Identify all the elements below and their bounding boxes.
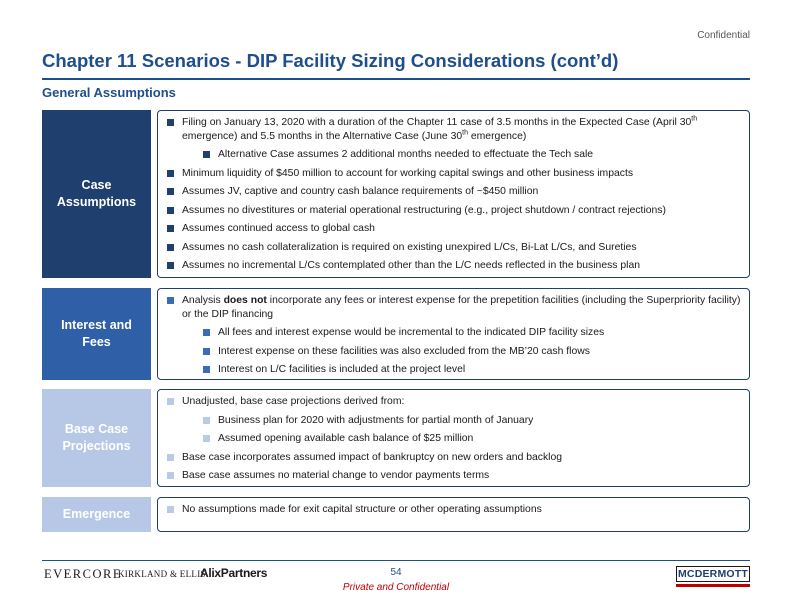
list-item: Interest on L/C facilities is included at the project level <box>202 363 743 377</box>
base-label-line2: Projections <box>62 439 131 453</box>
list-item: Assumes JV, captive and country cash balance requirements of ~$450 million <box>166 185 743 199</box>
square-bullet-icon <box>167 398 174 405</box>
emergence-label-text: Emergence <box>62 507 131 522</box>
list-item: Business plan for 2020 with adjustments for partial month of January <box>202 414 743 428</box>
square-bullet-icon <box>167 207 174 214</box>
square-bullet-icon <box>203 417 210 424</box>
square-bullet-icon <box>167 454 174 461</box>
square-bullet-icon <box>167 297 174 304</box>
interest-label-text: Interest and Fees <box>61 318 132 349</box>
square-bullet-icon <box>203 435 210 442</box>
interest-and-fees-section <box>42 288 750 380</box>
list-item: Assumes continued access to global cash <box>166 222 743 236</box>
square-bullet-icon <box>167 262 174 269</box>
square-bullet-icon <box>203 348 210 355</box>
square-bullet-icon <box>167 225 174 232</box>
footer-divider <box>42 560 750 561</box>
square-bullet-icon <box>167 506 174 513</box>
list-item: Interest expense on these facilities was also excluded from the MB’20 cash flows <box>202 345 743 359</box>
list-item: Filing on January 13, 2020 with a duration of the Chapter 11 case of 3.5 months in the Expected Case (April 30th emergence) and 5.5 months in the Alternative Case (June 30th emergence) <box>166 116 743 143</box>
square-bullet-icon <box>203 151 210 158</box>
base-case-projections-content <box>157 389 750 487</box>
case-assumptions-content <box>157 110 750 278</box>
emergence-label <box>42 497 151 532</box>
case-assumptions-label <box>42 110 151 278</box>
list-item: Minimum liquidity of $450 million to account for working capital swings and other business impacts <box>166 167 743 181</box>
square-bullet-icon <box>167 188 174 195</box>
list-item: All fees and interest expense would be incremental to the indicated DIP facility sizes <box>202 326 743 340</box>
square-bullet-icon <box>167 244 174 251</box>
kirkland-ellis-logo: KIRKLAND & ELLIS <box>118 569 206 579</box>
square-bullet-icon <box>203 366 210 373</box>
emergence-section <box>42 497 750 532</box>
base-case-projections-section <box>42 389 750 487</box>
base-case-projections-label <box>42 389 151 487</box>
private-confidential-label: Private and Confidential <box>342 582 450 593</box>
case-label-line1: Case <box>81 178 112 193</box>
list-item: Assumes no cash collateralization is required on existing unexpired L/Cs, Bi-Lat L/Cs, and Sureties <box>166 241 743 255</box>
page-number: 54 <box>390 567 402 578</box>
square-bullet-icon <box>167 472 174 479</box>
list-item: No assumptions made for exit capital structure or other operating assumptions <box>166 503 743 517</box>
list-item: Unadjusted, base case projections derived from: <box>166 395 743 409</box>
mcdermott-logo: MCDERMOTT <box>677 568 749 580</box>
list-item: Assumed opening available cash balance of $25 million <box>202 432 743 446</box>
case-label-line2: Assumptions <box>56 195 137 209</box>
emergence-content <box>157 497 750 532</box>
section-heading: General Assumptions <box>42 85 176 100</box>
list-item: Analysis does not incorporate any fees or interest expense for the prepetition facilities (including the Superpriority facility) or the DIP financing <box>166 294 743 321</box>
case-assumptions-section <box>42 110 750 278</box>
square-bullet-icon <box>167 119 174 126</box>
list-item: Assumes no divestitures or material operational restructuring (e.g., project shutdown / contract rejections) <box>166 204 743 218</box>
title-divider <box>42 78 750 80</box>
confidential-label: Confidential <box>697 30 750 41</box>
mcdermott-logo-underline <box>676 584 750 587</box>
base-label-line1: Base Case <box>64 422 129 437</box>
list-item: Base case assumes no material change to vendor payments terms <box>166 469 743 483</box>
list-item: Assumes no incremental L/Cs contemplated other than the L/C needs reflected in the business plan <box>166 259 743 273</box>
square-bullet-icon <box>203 329 210 336</box>
evercore-logo: EVERCORE <box>44 567 122 581</box>
interest-and-fees-content <box>157 288 750 380</box>
list-item: Alternative Case assumes 2 additional months needed to effectuate the Tech sale <box>202 148 743 162</box>
list-item: Base case incorporates assumed impact of bankruptcy on new orders and backlog <box>166 451 743 465</box>
alixpartners-logo: AlixPartners <box>200 566 268 580</box>
interest-and-fees-label <box>42 288 151 380</box>
square-bullet-icon <box>167 170 174 177</box>
page-title: Chapter 11 Scenarios - DIP Facility Sizing Considerations (cont’d) <box>42 50 619 71</box>
